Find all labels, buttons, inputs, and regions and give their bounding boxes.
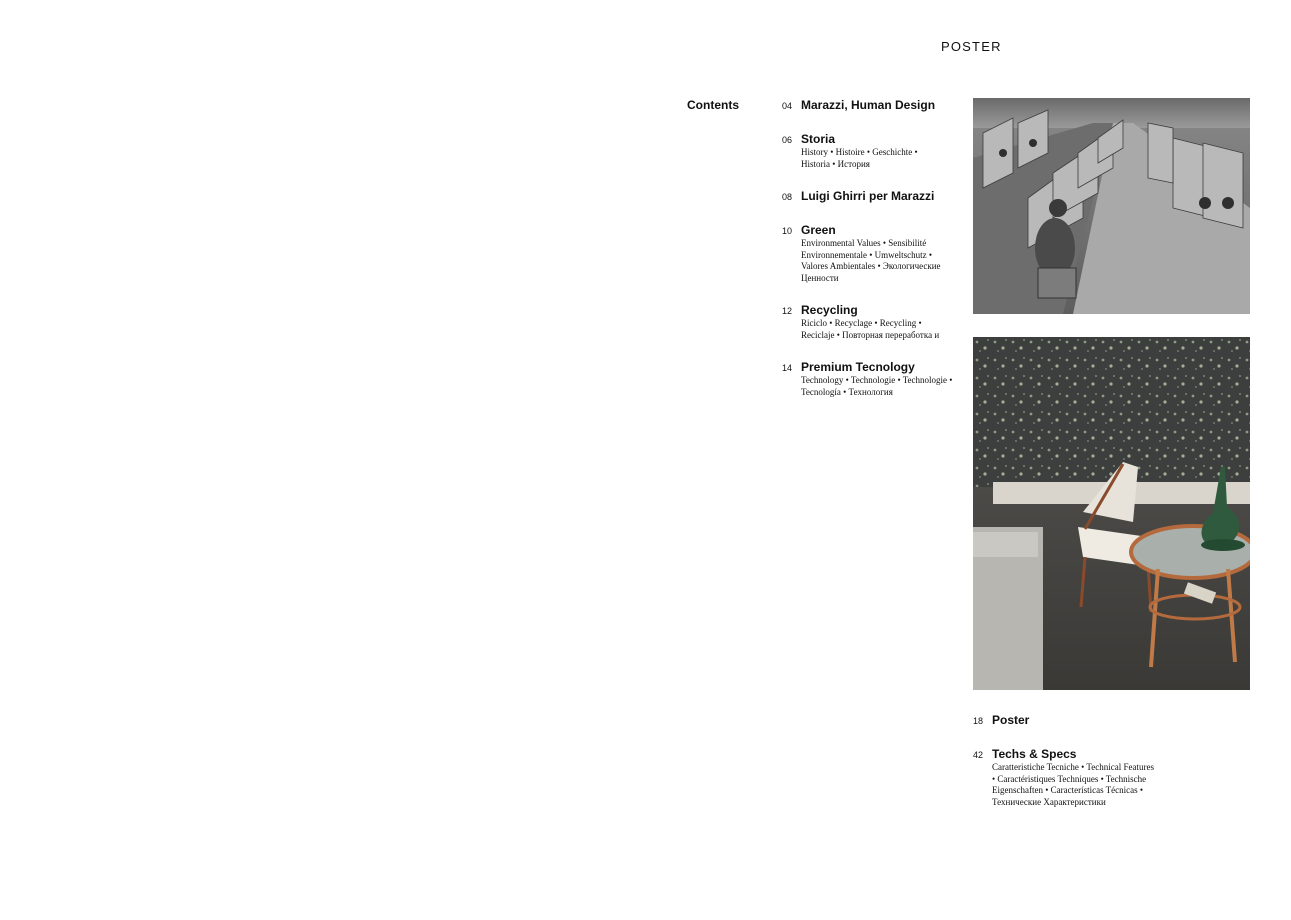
toc-entry[interactable] (782, 189, 957, 205)
interior-living-room-photo (973, 337, 1250, 690)
toc-entry[interactable] (782, 303, 957, 343)
toc-page-number: 06 (782, 135, 793, 145)
contents-heading: Contents (687, 98, 739, 112)
toc-page-number: 18 (973, 716, 984, 726)
toc-page-number: 10 (782, 226, 793, 236)
page-title: POSTER (941, 39, 1002, 54)
toc-entry[interactable] (782, 223, 957, 285)
toc-entry[interactable] (782, 360, 957, 400)
toc-title: Storia (801, 132, 836, 146)
toc-entry[interactable] (782, 98, 957, 114)
toc-title: Recycling (801, 303, 858, 317)
toc-page-number: 12 (782, 306, 793, 316)
toc-title: Luigi Ghirri per Marazzi (801, 189, 935, 203)
toc-title: Premium Tecnology (801, 360, 915, 374)
toc-page-number: 42 (973, 750, 984, 760)
toc-title: Poster (992, 713, 1030, 727)
toc-title: Green (801, 223, 836, 237)
toc-subtitle: Technology • Technologie • Technologie • Tecnología • Технология (801, 375, 953, 397)
toc-entry[interactable] (973, 713, 1148, 729)
toc-entry[interactable] (782, 132, 957, 172)
toc-subtitle: Riciclo • Recyclage • Recycling • Reciclaje • Повторная переработка и (801, 318, 940, 340)
toc-title: Techs & Specs (992, 747, 1077, 761)
toc-subtitle: Caratteristiche Tecniche • Technical Features • Caractéristiques Techniques • Technische Eigenschaften • Características Técnicas • Технические Характеристики (992, 762, 1154, 807)
toc-page-number: 04 (782, 101, 793, 111)
toc-page-number: 14 (782, 363, 793, 373)
toc-subtitle: Environmental Values • Sensibilité Environnementale • Umweltschutz • Valores Ambientales • Экологические Ценности (801, 238, 941, 283)
toc-subtitle: History • Histoire • Geschichte • Historia • История (801, 147, 918, 169)
toc-entry[interactable] (973, 747, 1173, 809)
toc-page-number: 08 (782, 192, 793, 202)
toc-title: Marazzi, Human Design (801, 98, 936, 112)
factory-worker-photo (973, 98, 1250, 314)
